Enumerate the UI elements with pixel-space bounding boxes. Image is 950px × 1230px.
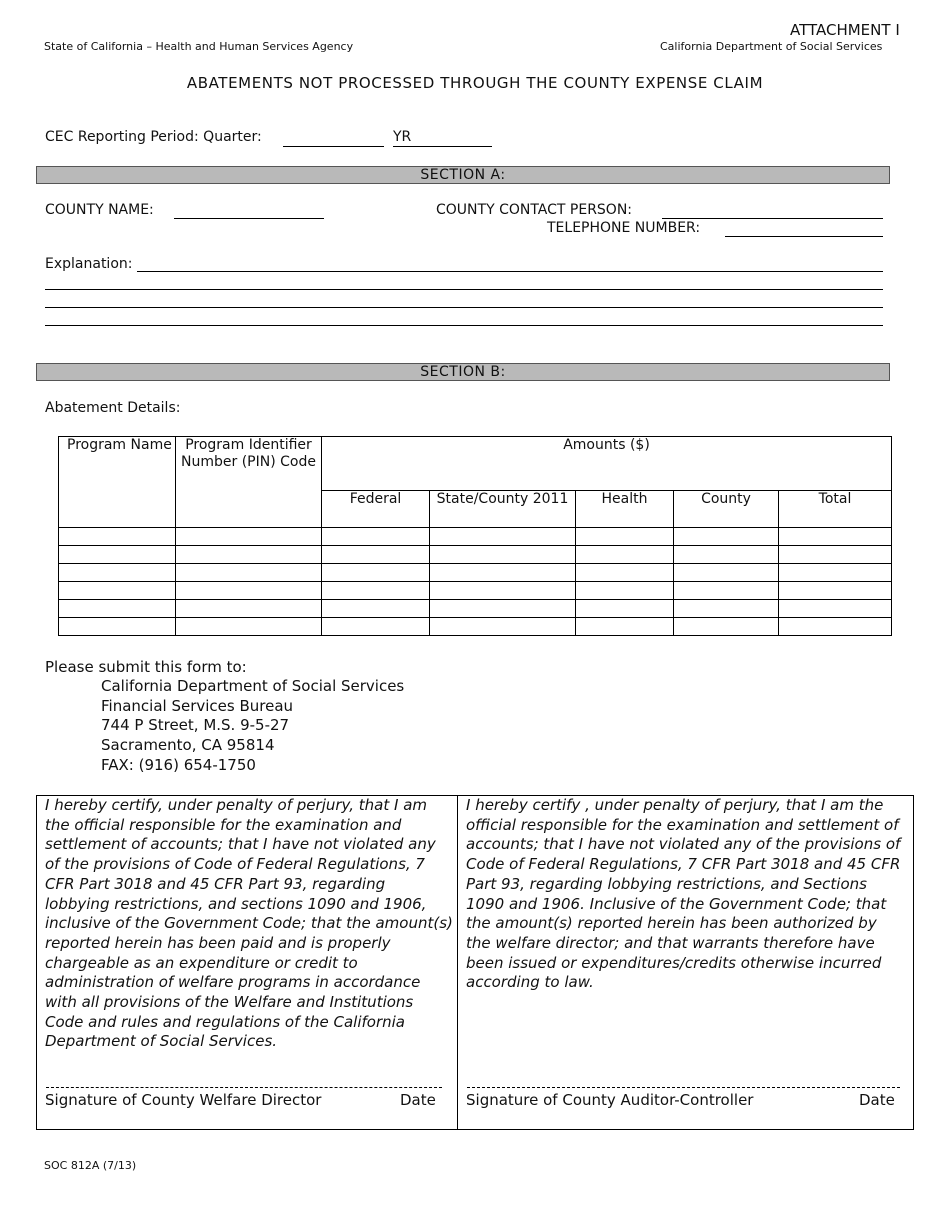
certification-box [36,795,914,1130]
auditor-controller-date-label: Date [859,1091,895,1109]
auditor-controller-signature-label: Signature of County Auditor-Controller [466,1091,754,1109]
county-header: County [674,491,779,528]
abatement-details-label: Abatement Details: [45,400,181,416]
yr-field[interactable] [393,146,492,147]
state-county-header: State/County 2011 [430,491,576,528]
section-b-heading: SECTION B: [36,363,890,381]
explanation-line-2[interactable] [45,289,883,290]
address-line-2: Financial Services Bureau [101,697,294,715]
health-header: Health [576,491,674,528]
table-row [59,528,892,546]
yr-label: YR [393,129,412,145]
certification-divider [457,796,458,1129]
program-name-header: Program Name [59,437,176,528]
explanation-line-4[interactable] [45,325,883,326]
contact-person-label: COUNTY CONTACT PERSON: [436,202,633,218]
pin-header: Program Identifier Number (PIN) Code [176,437,322,528]
reporting-period-label: CEC Reporting Period: Quarter: [45,129,262,145]
abatement-table [58,436,892,636]
total-header: Total [779,491,892,528]
quarter-field[interactable] [283,146,384,147]
auditor-controller-certification: I hereby certify , under penalty of perjury, that I am the official responsible for the examination and settlement of accounts; that I have not violated any of the provisions of Code of Federal Regulations, 7 CFR Part 3018 and 45 CFR Part 93, regarding lobbying restrictions, and Sections 1090 and 1906. Inclusive of the Government Code; that the amount(s) reported herein has been authorized by the welfare director; and that warrants therefore have been issued or expenditures/credits otherwise incurred according to law. [466,796,901,992]
welfare-director-signature-line[interactable] [46,1087,442,1088]
table-row [59,582,892,600]
agency-right: California Department of Social Services [660,40,883,53]
form-number: SOC 812A (7/13) [44,1159,137,1172]
table-row [59,600,892,618]
address-line-3: 744 P Street, M.S. 9-5-27 [101,716,290,734]
form-title: ABATEMENTS NOT PROCESSED THROUGH THE COUNTY EXPENSE CLAIM [186,74,764,92]
attachment-label: ATTACHMENT I [790,21,900,39]
address-line-1: California Department of Social Services [101,677,405,695]
fax-line: FAX: (916) 654-1750 [101,756,256,774]
table-row [59,618,892,636]
telephone-label: TELEPHONE NUMBER: [547,220,701,236]
address-line-4: Sacramento, CA 95814 [101,736,275,754]
amounts-header: Amounts ($) [322,437,892,491]
county-name-field[interactable] [174,218,324,219]
section-a-heading: SECTION A: [36,166,890,184]
welfare-director-date-label: Date [400,1091,436,1109]
explanation-label: Explanation: [45,256,133,272]
contact-person-field[interactable] [662,218,883,219]
welfare-director-signature-label: Signature of County Welfare Director [45,1091,322,1109]
telephone-field[interactable] [725,236,883,237]
table-row [59,546,892,564]
table-row [59,564,892,582]
welfare-director-certification: I hereby certify, under penalty of perjury, that I am the official responsible for the examination and settlement of accounts; that I have not violated any of the provisions of Code of Federal Regulations, 7 CFR Part 3018 and 45 CFR Part 93, regarding lobbying restrictions, and sections 1090 and 1906, inclusive of the Government Code; that the amount(s) reported herein has been paid and is properly chargeable as an expenditure or credit to administration of welfare programs in accordance with all provisions of the Welfare and Institutions Code and rules and regulations of the California Department of Social Services. [45,796,453,1051]
federal-header: Federal [322,491,430,528]
submit-intro: Please submit this form to: [45,658,247,676]
explanation-line-1[interactable] [137,271,883,272]
auditor-controller-signature-line[interactable] [467,1087,900,1088]
county-name-label: COUNTY NAME: [45,202,154,218]
explanation-line-3[interactable] [45,307,883,308]
agency-left: State of California – Health and Human Services Agency [44,40,354,53]
